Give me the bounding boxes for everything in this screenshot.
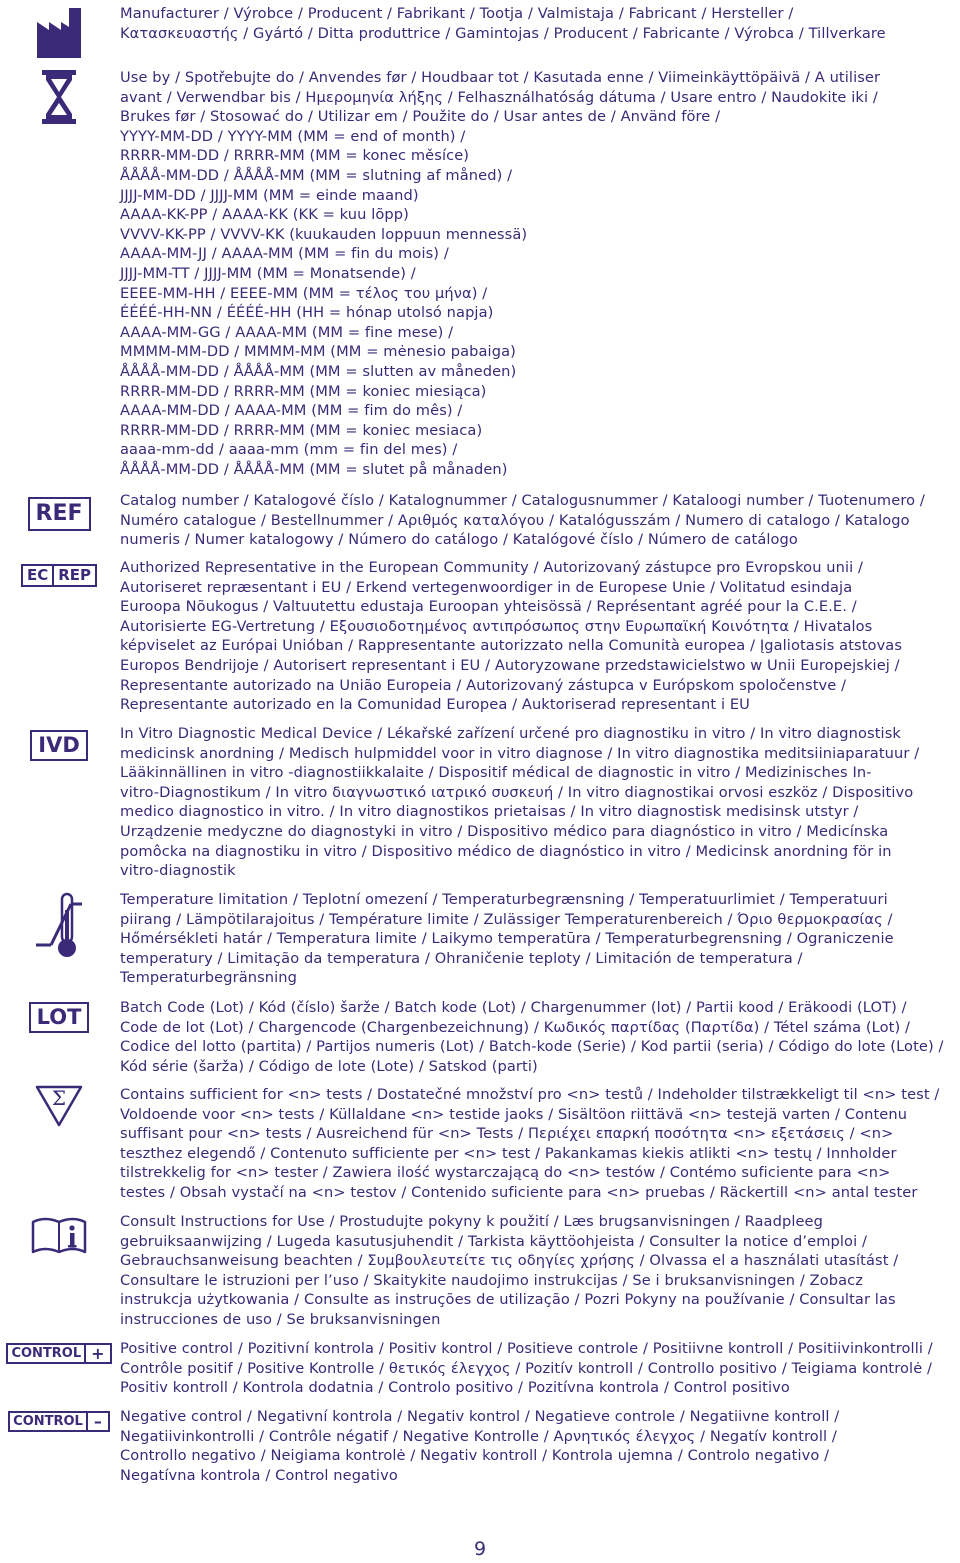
manufacturer-icon bbox=[0, 8, 118, 58]
catalog-number-description: Catalog number / Katalogové číslo / Katalognummer / Catalogusnummer / Kataloogi number / Tuotenumero / Numéro catalogue / Bestellnummer / Αριθμός καταλόγου / Katalógusszám / Numero di catalogo / Katalogo numeris / Numer katalogowy / Número do catálogo / Katalógové číslo / Número de catálogo bbox=[120, 492, 925, 549]
ec-label: EC bbox=[23, 566, 54, 585]
ec-rep-icon bbox=[0, 564, 118, 587]
temperature-limit-description: Temperature limitation / Teplotní omezení / Temperaturbegrænsning / Temperatuurlimiet / Temperatuuri piirang / Lämpötilarajoitus / Température limite / Zulässiger Temperaturenbereich / Όριο θερμοκρασίας / Hőmérsékleti határ / Temperatura limite / Laikymo temperatūra / Temperaturbegrensning / Ograniczenie temperatury / Limitação da temperatura / Ohraničenie teploty / Limitación de temperatura / Temperaturbegränsning bbox=[120, 891, 894, 987]
sigma-label: Σ bbox=[51, 1086, 67, 1110]
lot-icon-label: LOT bbox=[29, 1002, 90, 1033]
ref-icon-label: REF bbox=[28, 497, 91, 531]
hourglass-icon bbox=[0, 70, 118, 124]
ivd-icon-label: IVD bbox=[30, 730, 88, 761]
batch-code-description: Batch Code (Lot) / Kód (číslo) šarže / Batch kode (Lot) / Chargenummer (lot) / Partii kood / Eräkoodi (LOT) / Code de lot (Lot) / Chargencode (Chargenbezeichnung) / Κωδικός παρτίδας (Παρτίδα) / Tétel száma (Lot) / Codice del lotto (partita) / Partijos numeris (Lot) / Batch-kode (Serie) / Kod partii (seria) / Código do lote (Lote) / Kód série (šarža) / Código de lote (Lote) / Satskod (parti) bbox=[120, 999, 944, 1075]
use-by-description: Use by / Spotřebujte do / Anvendes før / Houdbaar tot / Kasutada enne / Viimeinkäyttöpäivä / A utiliser avant / Verwendbar bis / Ημερομηνία λήξης / Felhasználhatóság dátuma / Usare entro / Naudokite iki / Brukes før / Stosować do / Utilizar em / Použite do / Usar antes de / Använd före / YYYY-MM-DD / YYYY-MM (MM = end of month) / RRRR-MM-DD / RRRR-MM (MM = konec měsíce) ÅÅÅÅ-MM-DD / ÅÅÅÅ-MM (MM = slutning af måned) / JJJJ-MM-DD / JJJJ-MM (MM = einde maand) AAAA-KK-PP / AAAA-KK (KK = kuu lõpp) VVVV-KK-PP / VVVV-KK (kuukauden loppuun mennessä) AAAA-MM-JJ / AAAA-MM (MM = fin du mois) / JJJJ-MM-TT / JJJJ-MM (MM = Monatsende) / ΕΕΕΕ-ΜΜ-ΗΗ / ΕΕΕΕ-ΜΜ (ΜΜ = τέλος του μήνα) / ÉÉÉÉ-HH-NN / ÉÉÉÉ-HH (HH = hónap utolsó napja) AAAA-MM-GG / AAAA-MM (MM = fine mese) / MMMM-MM-DD / MMMM-MM (MM = mėnesio pabaiga) ÅÅÅÅ-MM-DD / ÅÅÅÅ-MM (MM = slutten av måneden) RRRR-MM-DD / RRRR-MM (MM = koniec miesiąca) AAAA-MM-DD / AAAA-MM (MM = fim do mês) / RRRR-MM-DD / RRRR-MM (MM = koniec mesiaca) aaaa-mm-dd / aaaa-mm (mm = fin del mes) / ÅÅÅÅ-MM-DD / ÅÅÅÅ-MM (MM = slutet på månaden) bbox=[120, 69, 881, 478]
positive-control-description: Positive control / Pozitivní kontrola / Positiv kontrol / Positieve controle / Positiivne kontroll / Positiivinkontrolli / Contrôle positif / Positive Kontrolle / θετικός έλεγχος / Pozitív kontroll / Controllo positivo / Teigiama kontrolė / Positiv kontroll / Kontrola dodatnia / Controlo positivo / Pozitívna kontrola / Control positivo bbox=[120, 1340, 933, 1397]
control-negative-icon bbox=[0, 1411, 118, 1432]
sigma-icon bbox=[0, 1085, 118, 1127]
consult-instructions-description: Consult Instructions for Use / Prostudujte pokyny k použití / Læs brugsanvisningen / Raadpleeg gebruiksaanwijzing / Lugeda kasutusjuhendit / Tarkista käyttöohjeista / Consulter la notice d’emploi / Gebrauchsanweisung beachten / Συμβουλευτείτε τις οδηγίες χρήσης / Olvassa el a használati utasítást / Consultare le istruzioni per l’uso / Skaitykite naudojimo instrukcijas / Se i bruksanvisningen / Zobacz instrukcja użytkowania / Consulte as instruções de utilização / Pozri Pokyny na používanie / Consultar las instrucciones de uso / Se bruksanvisningen bbox=[120, 1213, 899, 1328]
lot-icon bbox=[0, 1002, 118, 1033]
rep-label: REP bbox=[58, 566, 92, 584]
control-label: CONTROL bbox=[8, 1345, 86, 1362]
ivd-description: In Vitro Diagnostic Medical Device / Lékařské zařízení určené pro diagnostiku in vitro / In vitro diagnostisk medicinsk anordning / Medisch hulpmiddel voor in vitro diagnose / In vitro diagnostika meditsiiniaparatuur / Lääkinnällinen in vitro -diagnostiikkalaite / Dispositif médical de diagnostic in vitro / Medizinisches In- vitro-Diagnostikum / In vitro διαγνωστικό ιατρικό συσκευή / In vitro diagnostikai orvosi eszköz / Dispositivo medico diagnostico in vitro. / In vitro diagnostikos prietaisas / In vitro diagnostisk medisinsk utstyr / Urządzenie medyczne do diagnostyki in vitro / Dispositivo médico para diagnóstico in vitro / Medicínska pomôcka na diagnostiku in vitro / Dispositivo médico de diagnóstico in vitro / Medicinsk anordning för in vitro-diagnostik bbox=[120, 725, 920, 880]
manufacturer-description: Manufacturer / Výrobce / Producent / Fabrikant / Tootja / Valmistaja / Fabricant / Hersteller / Κατασκευαστής / Gyártó / Ditta produttrice / Gamintojas / Producent / Fabricante / Výrobca / Tillverkare bbox=[120, 5, 886, 42]
consult-instructions-icon bbox=[0, 1216, 118, 1254]
ivd-icon bbox=[0, 730, 118, 761]
control-positive-icon bbox=[0, 1343, 118, 1364]
plus-sign: + bbox=[91, 1344, 105, 1363]
temperature-limit-icon bbox=[0, 890, 118, 962]
negative-control-description: Negative control / Negativní kontrola / Negativ kontrol / Negatieve controle / Negatiivne kontroll / Negatiivinkontrolli / Contrôle négatif / Negative Kontrolle / Αρνητικός έλεγχος / Negatív kontroll / Controllo negativo / Neigiama kontrolė / Negativ kontroll / Kontrola ujemna / Controlo negativo / Negatívna kontrola / Control negativo bbox=[120, 1408, 840, 1484]
page-number: 9 bbox=[473, 1538, 487, 1560]
authorized-representative-description: Authorized Representative in the European Community / Autorizovaný zástupce pro Evropskou unii / Autoriseret repræsentant i EU / Erkend vertegenwoordiger in de Europese Unie / Volitatud esindaja Euroopa Nõukogus / Valtuutettu edustaja Euroopan yhteisössä / Représentant agréé pour la C.E.E. / Autorisierte EG-Vertretung / Εξουσιοδοτημένος αντιπρόσωπος στην Ευρωπαϊκή Κοινότητα / Hivatalos képviselet az Európai Unióban / Rappresentante autorizzato nella Comunità europea / Įgaliotasis atstovas Europos Bendrijoje / Autorisert representant i EU / Autoryzowane przedstawicielstwo w Unii Europejskiej / Representante autorizado na União Europeia / Autorizovaný zástupca v Európskom spoločenstve / Representante autorizado en la Comunidad Europea / Auktoriserad representant i EU bbox=[120, 559, 903, 714]
ref-icon bbox=[0, 497, 118, 531]
sufficient-tests-description: Contains sufficient for <n> tests / Dostatečné množství pro <n> testů / Indeholder tilstrækkeligt til <n> test / Voldoende voor <n> tests / Küllaldane <n> testide jaoks / Sisältöon riittävä <n> testejä varten / Contenu suffisant pour <n> tests / Ausreichend für <n> Tests / Περιέχει επαρκή ποσότητα <n> εξετάσεις / <n> teszthez elegendő / Contenuto sufficiente per <n> test / Pakankamas kiekis atlikti <n> testų / Innholder tilstrekkelig for <n> tester / Zawiera ilość wystarczającą do <n> testów / Contémo suficiente para <n> testes / Obsah vystačí na <n> testov / Contenido suficiente para <n> pruebas / Räckertill <n> antal tester bbox=[120, 1086, 940, 1201]
minus-sign: – bbox=[93, 1412, 102, 1431]
control-label: CONTROL bbox=[10, 1413, 88, 1430]
